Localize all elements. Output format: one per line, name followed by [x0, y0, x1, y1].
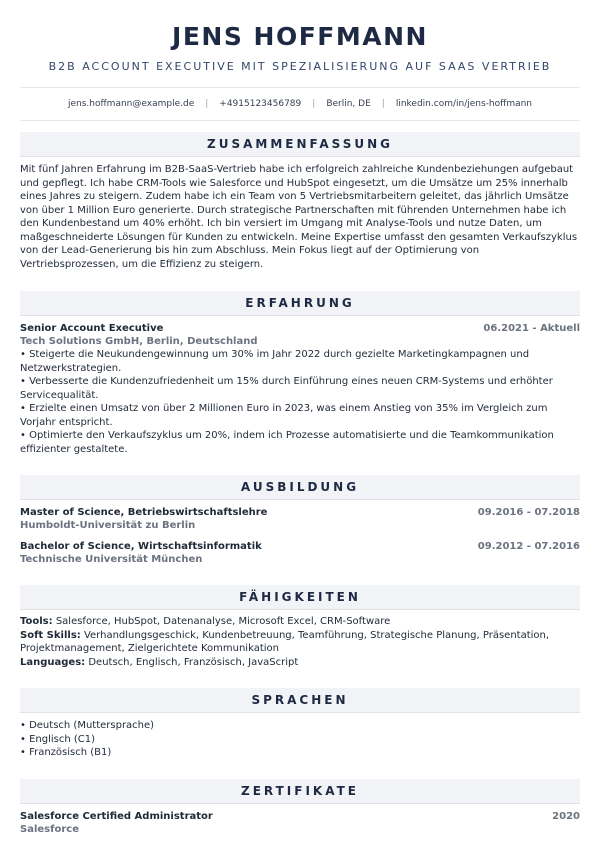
job-bullet: • Verbesserte die Kundenzufriedenheit um 15% durch Einführung eines neuen CRM-Systems und erhöhter Servicequalität.	[20, 376, 553, 401]
skill-value: Deutsch, Englisch, Französisch, JavaScript	[88, 656, 299, 668]
job-date: 06.2021 - Aktuell	[483, 323, 580, 334]
section-title-education: AUSBILDUNG	[20, 475, 580, 500]
job-company: Tech Solutions GmbH, Berlin, Deutschland	[20, 336, 258, 347]
certificate-year: 2020	[552, 810, 580, 822]
candidate-name: JENS HOFFMANN	[172, 22, 428, 51]
education-degree: Bachelor of Science, Wirtschaftsinformatik	[20, 541, 262, 552]
skill-label: Soft Skills:	[20, 629, 81, 641]
contact-phone[interactable]: +4915123456789	[219, 99, 302, 109]
language-item: • Deutsch (Muttersprache)	[20, 720, 155, 731]
job-bullet: • Steigerte die Neukundengewinnung um 30% im Jahr 2022 durch gezielte Marketingkampagnen und Netzwerkstrategien.	[20, 349, 530, 374]
contact-bar	[20, 98, 580, 110]
education-header	[20, 540, 580, 553]
contact-divider	[20, 120, 580, 121]
job-entry	[20, 322, 580, 456]
education-school: Technische Universität München	[20, 554, 203, 565]
certificate-entry	[20, 810, 580, 836]
certificate-issuer: Salesforce	[20, 823, 79, 835]
job-header	[20, 322, 580, 335]
skill-row	[20, 656, 580, 670]
section-title-languages: SPRACHEN	[20, 688, 580, 713]
skill-label: Languages:	[20, 656, 86, 668]
language-item: • Französisch (B1)	[20, 747, 112, 758]
section-title-experience: ERFAHRUNG	[20, 291, 580, 316]
education-entry	[20, 506, 580, 532]
summary-text: Mit fünf Jahren Erfahrung im B2B-SaaS-Vertrieb habe ich erfolgreich zahlreiche Kundenbeziehungen aufgebaut und gepflegt. Ich habe CRM-Tools wie Salesforce und HubSpot eingesetzt, um die Umsätze um 25% innerhalb eines Jahres zu steigern. Zudem habe ich ein Team von 5 Vertriebsmitarbeitern geleitet, das jährlich Umsätze von über 1 Million Euro generierte. Durch strategische Partnerschaften mit führenden Unternehmen habe ich den Kundenbestand um 40% erhöht. Ich bin versiert im Umgang mit Analyse-Tools und nutze Daten, um maßgeschneiderte Lösungen für Kunden zu entwickeln. Meine Expertise umfasst den gesamten Verkaufszyklus von der Lead-Generierung bis hin zum Abschluss. Mein Fokus liegt auf der Optimierung von Vertriebsprozessen, um die Effizienz zu steigern.	[20, 164, 578, 270]
section-title-skills: FÄHIGKEITEN	[20, 585, 580, 610]
certificate-header	[20, 810, 580, 823]
contact-location: Berlin, DE	[326, 99, 371, 109]
education-degree: Master of Science, Betriebswirtschaftslehre	[20, 507, 268, 518]
contact-separator: |	[381, 99, 385, 109]
education-header	[20, 506, 580, 519]
candidate-headline: B2B ACCOUNT EXECUTIVE MIT SPEZIALISIERUNG AUF SAAS VERTRIEB	[48, 60, 552, 73]
certificate-name: Salesforce Certified Administrator	[20, 810, 213, 822]
education-date: 09.2012 - 07.2016	[477, 541, 580, 552]
education-entry	[20, 540, 580, 566]
skills-list	[20, 615, 580, 669]
languages-list	[20, 719, 580, 760]
language-item: • Englisch (C1)	[20, 733, 96, 745]
job-bullet: • Optimierte den Verkaufszyklus um 20%, indem ich Prozesse automatisierte und die Teamkommunikation effizienter gestaltete.	[20, 430, 554, 455]
contact-separator: |	[312, 99, 316, 109]
contact-separator: |	[205, 99, 209, 109]
section-title-summary: ZUSAMMENFASSUNG	[20, 132, 580, 157]
skill-value: Verhandlungsgeschick, Kundenbetreuung, Teamführung, Strategische Planung, Präsentation, Projektmanagement, Zielgerichtete Kommunikation	[20, 629, 550, 654]
section-title-certificates: ZERTIFIKATE	[20, 779, 580, 804]
skill-row	[20, 629, 580, 656]
job-bullet: • Erzielte einen Umsatz von über 2 Millionen Euro in 2023, was einem Anstieg von 35% im Vergleich zum Vorjahr entspricht.	[20, 403, 548, 428]
skill-value: Salesforce, HubSpot, Datenanalyse, Microsoft Excel, CRM-Software	[55, 616, 391, 627]
skill-row	[20, 615, 580, 629]
job-role: Senior Account Executive	[20, 323, 164, 334]
skill-label: Tools:	[20, 616, 53, 627]
education-school: Humboldt-Universität zu Berlin	[20, 520, 196, 531]
contact-linkedin[interactable]: linkedin.com/in/jens-hoffmann	[395, 99, 533, 109]
contact-email[interactable]: jens.hoffmann@example.de	[67, 99, 195, 109]
education-date: 09.2016 - 07.2018	[477, 507, 580, 518]
header-divider	[20, 87, 580, 88]
